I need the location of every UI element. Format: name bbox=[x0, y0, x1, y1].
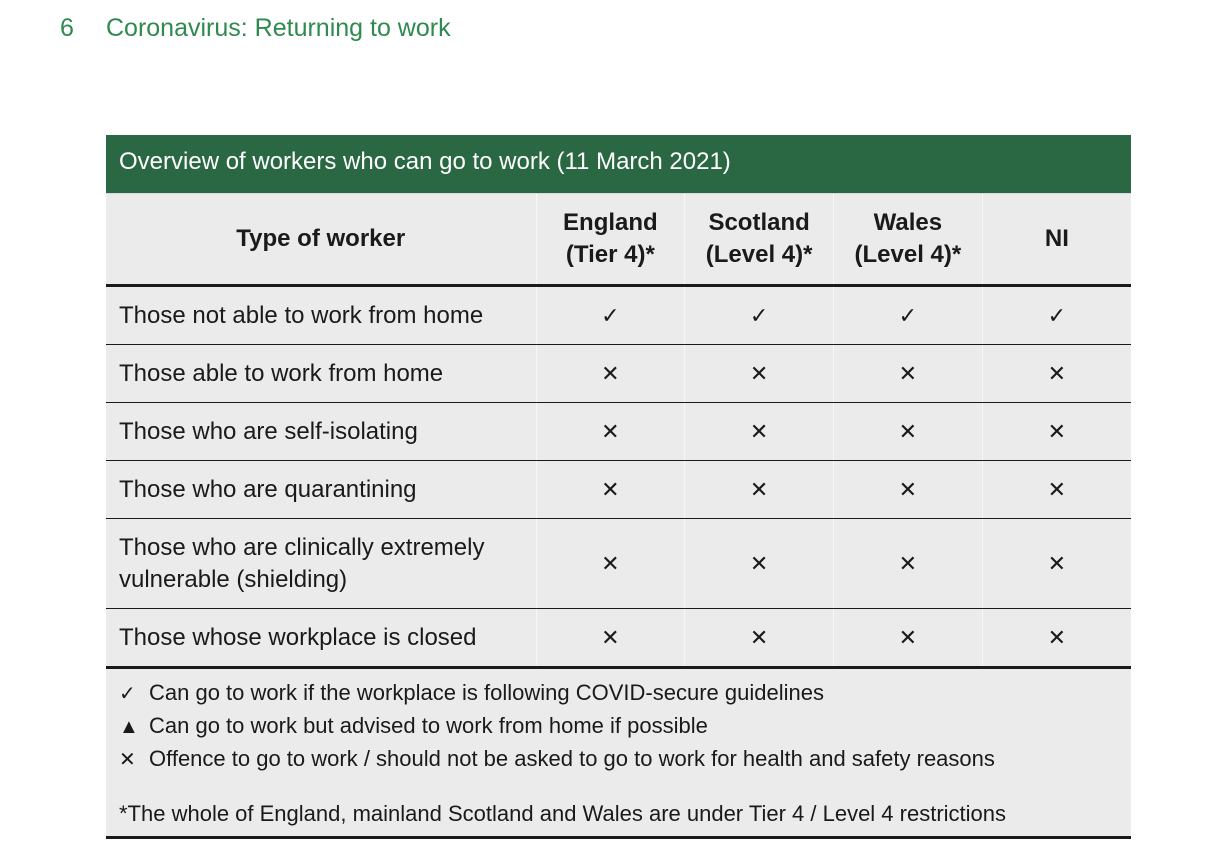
row-label-line1: Those who are clinically extremely bbox=[119, 533, 485, 561]
table-row bbox=[106, 519, 1131, 609]
cross-icon: ✕ bbox=[834, 345, 983, 403]
column-header-england-line1: England bbox=[563, 209, 658, 236]
check-icon: ✓ bbox=[685, 286, 834, 345]
cross-icon: ✕ bbox=[982, 519, 1131, 609]
legend-item bbox=[119, 743, 1118, 776]
cross-icon: ✕ bbox=[982, 461, 1131, 519]
cross-icon: ✕ bbox=[536, 519, 685, 609]
table-row bbox=[106, 461, 1131, 519]
page-header bbox=[60, 14, 451, 43]
row-label: Those able to work from home bbox=[106, 345, 536, 403]
legend-text: Can go to work but advised to work from home if possible bbox=[149, 713, 708, 738]
column-header-england-line2: (Tier 4)* bbox=[565, 241, 655, 268]
overview-table bbox=[106, 194, 1131, 669]
legend-text: Offence to go to work / should not be asked to go to work for health and safety reasons bbox=[149, 746, 995, 771]
legend-text: Can go to work if the workplace is following COVID-secure guidelines bbox=[149, 680, 824, 705]
cross-icon: ✕ bbox=[536, 345, 685, 403]
cross-icon: ✕ bbox=[685, 345, 834, 403]
cross-icon: ✕ bbox=[685, 403, 834, 461]
overview-table-panel bbox=[106, 135, 1131, 839]
row-label: Those who are self-isolating bbox=[106, 403, 536, 461]
legend-item bbox=[119, 677, 1118, 710]
legend bbox=[106, 669, 1131, 839]
row-label-line2: vulnerable (shielding) bbox=[119, 565, 348, 593]
table-row bbox=[106, 286, 1131, 345]
cross-icon: ✕ bbox=[982, 403, 1131, 461]
table-row bbox=[106, 609, 1131, 668]
cross-icon: ✕ bbox=[834, 403, 983, 461]
page-title: Coronavirus: Returning to work bbox=[106, 14, 451, 42]
row-label bbox=[106, 519, 536, 609]
table-row bbox=[106, 403, 1131, 461]
table-header-row bbox=[106, 194, 1131, 286]
cross-icon: ✕ bbox=[536, 403, 685, 461]
check-icon: ✓ bbox=[119, 683, 136, 705]
column-header-ni: NI bbox=[982, 194, 1131, 286]
cross-icon: ✕ bbox=[982, 345, 1131, 403]
triangle-icon: ▲ bbox=[119, 716, 139, 738]
table-title: Overview of workers who can go to work (11 March 2021) bbox=[106, 135, 1131, 194]
column-header-england bbox=[536, 194, 685, 286]
row-label: Those whose workplace is closed bbox=[106, 609, 536, 668]
column-header-wales bbox=[834, 194, 983, 286]
cross-icon: ✕ bbox=[536, 461, 685, 519]
cross-icon: ✕ bbox=[834, 609, 983, 668]
cross-icon: ✕ bbox=[685, 461, 834, 519]
cross-icon: ✕ bbox=[834, 519, 983, 609]
row-label: Those who are quarantining bbox=[106, 461, 536, 519]
column-header-scotland bbox=[685, 194, 834, 286]
column-header-scotland-line2: (Level 4)* bbox=[705, 241, 813, 268]
check-icon: ✓ bbox=[536, 286, 685, 345]
column-header-wales-line2: (Level 4)* bbox=[854, 241, 962, 268]
column-header-type: Type of worker bbox=[106, 194, 536, 286]
cross-icon: ✕ bbox=[119, 749, 136, 771]
row-label: Those not able to work from home bbox=[106, 286, 536, 345]
cross-icon: ✕ bbox=[685, 609, 834, 668]
cross-icon: ✕ bbox=[982, 609, 1131, 668]
cross-icon: ✕ bbox=[536, 609, 685, 668]
check-icon: ✓ bbox=[834, 286, 983, 345]
legend-item bbox=[119, 710, 1118, 743]
cross-icon: ✕ bbox=[834, 461, 983, 519]
column-header-wales-line1: Wales bbox=[873, 209, 943, 236]
table-row bbox=[106, 345, 1131, 403]
cross-icon: ✕ bbox=[685, 519, 834, 609]
footnote: *The whole of England, mainland Scotland and Wales are under Tier 4 / Level 4 restrictions bbox=[119, 801, 1007, 826]
column-header-scotland-line1: Scotland bbox=[708, 209, 810, 236]
check-icon: ✓ bbox=[982, 286, 1131, 345]
page-number: 6 bbox=[60, 14, 74, 42]
